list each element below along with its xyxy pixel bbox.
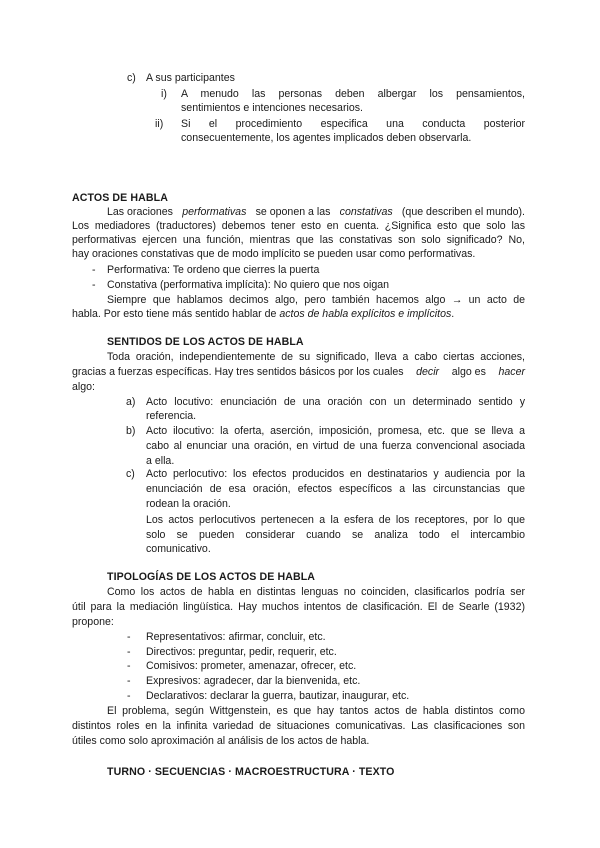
list-marker-c2: c): [126, 468, 135, 480]
text: Las oraciones: [107, 206, 173, 218]
tipologias-item: Comisivos: prometer, amenazar, ofrecer, etc.: [146, 660, 357, 672]
list-item-ii-line2: consecuentemente, los agentes implicados deben observarla.: [181, 132, 472, 144]
sentidos-c-line2: enunciación de esa oración, efectos específicos a las circunstancias que: [146, 483, 525, 495]
actos-p1-line2: Los mediadores (traductores) debemos tener esto en cuenta. ¿Significa esto que solo las: [72, 220, 525, 232]
tipologias-item: Representativos: afirmar, concluir, etc.: [146, 631, 326, 643]
text-italic: performativas: [182, 206, 247, 218]
list-marker-b: b): [126, 425, 136, 437]
sentidos-a-line1: Acto locutivo: enunciación de una oración con un determinado sentido y: [146, 396, 525, 408]
list-item-i-line2: sentimientos e intenciones necesarios.: [181, 102, 363, 114]
bullet-dash: -: [92, 264, 96, 276]
section-heading-sentidos: SENTIDOS DE LOS ACTOS DE HABLA: [107, 336, 304, 348]
sentidos-c-line1: Acto perlocutivo: los efectos producidos en destinatarios y audiencia por la: [146, 468, 525, 480]
list-marker-ii: ii): [155, 118, 164, 130]
bullet-dash: -: [92, 279, 96, 291]
sentidos-a-line2: referencia.: [146, 410, 197, 422]
text: .: [451, 308, 455, 320]
sentidos-c-line4: Los actos perlocutivos pertenecen a la esfera de los receptores, por lo que: [146, 514, 525, 526]
tipologias-p1-line3: propone:: [72, 616, 114, 628]
text: (que describen el mundo).: [401, 206, 525, 218]
tipologias-item: Declarativos: declarar la guerra, bautizar, inaugurar, etc.: [146, 690, 410, 702]
tipologias-p2-line3: útiles como solo aproximación al análisis de los actos de habla.: [72, 735, 370, 747]
text-italic: constativas: [339, 206, 393, 218]
list-marker-a: a): [126, 396, 136, 408]
text: se oponen a las: [255, 206, 331, 218]
sentidos-c-line5: solo se pueden considerar cuando se analiza todo el intercambio: [146, 529, 525, 541]
bullet-dash: -: [127, 675, 131, 687]
tipologias-p1-line1: Como los actos de habla en distintas lenguas no coinciden, clasificarlos podría ser: [107, 586, 525, 598]
section-heading-actos: ACTOS DE HABLA: [72, 192, 168, 204]
tipologias-item: Expresivos: agradecer, dar la bienvenida, etc.: [146, 675, 361, 687]
actos-p1-line4: hay oraciones constativas que de modo implícito se pueden usar como performativas.: [72, 248, 476, 260]
sentidos-p1-line2: [72, 366, 525, 379]
text: algo es: [451, 366, 486, 378]
list-marker-c: c): [127, 72, 136, 84]
actos-bullet-constativa: Constativa (performativa implícita): No quiero que nos oigan: [107, 279, 390, 291]
text-italic: actos de habla explícitos e implícitos: [279, 308, 452, 320]
sentidos-p1-line3: algo:: [72, 381, 95, 393]
sentidos-b-line2: cabo al enunciar una oración, en virtud de una fuerza convencional asociada: [146, 440, 525, 452]
tipologias-p2-line2: distintos roles en la infinita variedad de situaciones comunicativas. Las clasificaciones son: [72, 720, 525, 732]
text-italic: hacer: [498, 366, 525, 378]
sentidos-b-line3: a ella.: [146, 455, 175, 467]
text: habla. Por esto tiene más sentido hablar de: [72, 308, 280, 320]
list-marker-i: i): [161, 88, 167, 100]
list-item-participantes: A sus participantes: [146, 72, 235, 84]
list-item-i-line1: A menudo las personas deben albergar los pensamientos,: [181, 88, 525, 100]
actos-p2-line1: Siempre que hablamos decimos algo, pero también hacemos algo → un acto de: [107, 294, 525, 306]
actos-bullet-performativa: Performativa: Te ordeno que cierres la puerta: [107, 264, 320, 276]
sentidos-c-line3: rodean la oración.: [146, 498, 231, 510]
tipologias-p2-line1: El problema, según Wittgenstein, es que hay tantos actos de habla distintos como: [107, 705, 525, 717]
actos-p2-line2: [72, 308, 454, 321]
sentidos-c-line6: comunicativo.: [146, 543, 211, 555]
text-italic: decir: [416, 366, 440, 378]
text: gracias a fuerzas específicas. Hay tres sentidos básicos por los cuales: [72, 366, 404, 378]
bullet-dash: -: [127, 690, 131, 702]
sentidos-p1-line1: Toda oración, independientemente de su significado, lleva a cabo ciertas acciones,: [107, 351, 525, 363]
bullet-dash: -: [127, 660, 131, 672]
sentidos-b-line1: Acto ilocutivo: la oferta, aserción, imposición, promesa, etc. que se lleva a: [146, 425, 525, 437]
bullet-dash: -: [127, 631, 131, 643]
bullet-dash: -: [127, 646, 131, 658]
section-heading-tipologias: TIPOLOGÍAS DE LOS ACTOS DE HABLA: [107, 571, 316, 583]
list-item-ii-line1: Si el procedimiento especifica una conducta posterior: [181, 118, 525, 130]
actos-p1-line3: performativas ejercen una función, mientras que las constativas son solo significado? No,: [72, 234, 525, 246]
tipologias-p1-line2: útil para la mediación lingüística. Hay muchos intentos de clasificación. El de Searle (1932): [72, 601, 525, 613]
section-heading-turno: TURNO · SECUENCIAS · MACROESTRUCTURA · TEXTO: [107, 766, 395, 778]
tipologias-item: Directivos: preguntar, pedir, requerir, etc.: [146, 646, 337, 658]
actos-p1-line1: [107, 206, 525, 219]
